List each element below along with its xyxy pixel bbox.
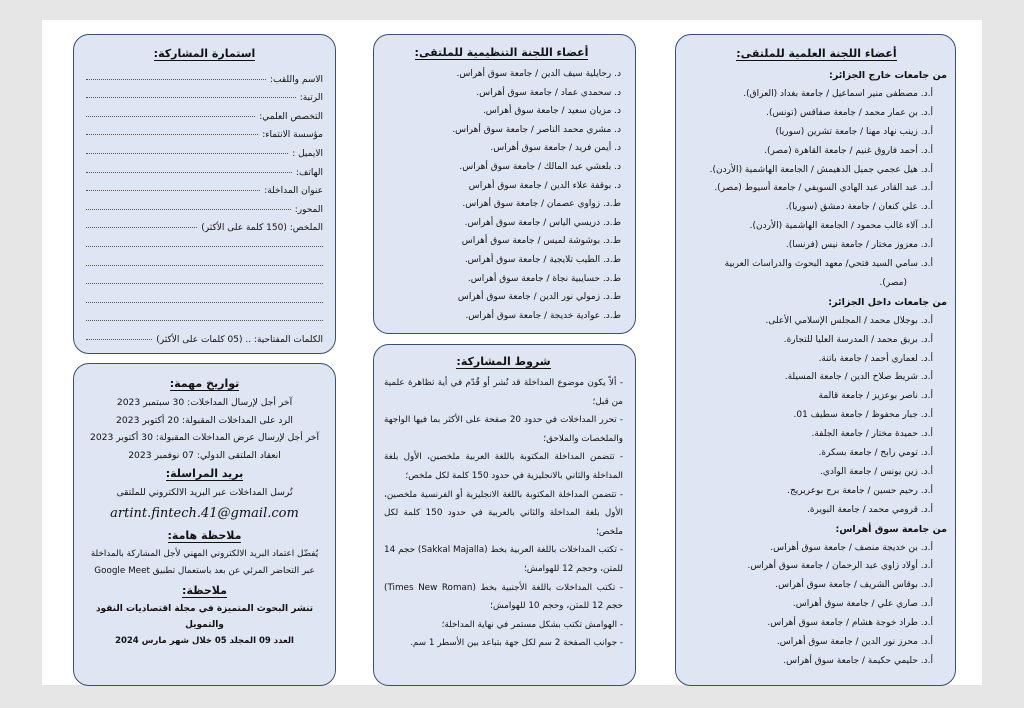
member-line: أ.د. سامي السيد فتحي/ معهد البحوث والدراسات العربية	[724, 259, 933, 270]
abroad-members	[686, 85, 947, 293]
member-line: ط.د. زواوي عصمان / جامعة سوق أهراس.	[462, 199, 621, 210]
form-label: الملخص: (150 كلمة على الأكثر)	[201, 223, 323, 234]
member-line: ط.د. زمولي نور الدين / جامعة سوق أهراس	[457, 292, 621, 303]
mail-text: تُرسل المداخلات عبر البريد الالكتروني للملتقى	[116, 487, 293, 498]
fill-line	[86, 339, 152, 340]
date-item: آخر أجل لإرسال المداخلات: 30 سبتمبر 2023	[116, 397, 293, 408]
fill-line	[86, 190, 260, 191]
participation-form-panel	[73, 34, 336, 354]
member-line: أ.د. أولاد زاوي عبد الرحمان / جامعة سوق أهراس.	[747, 561, 933, 572]
condition-item: - ألاّ يكون موضوع المداخلة قد نُشر أو قُدّم في أية تظاهرة علمية من قبل؛	[384, 378, 623, 407]
fill-line	[86, 172, 292, 173]
member-line: أ.د. هيل عجمي جميل الدهيمش / الجامعة الهاشمية (الأردن).	[709, 164, 933, 175]
member-line: أ.د. مصطفى منير اسماعيل / جامعة بغداد (العراق).	[743, 89, 933, 99]
scientific-committee-title: أعضاء اللجنة العلمية للملتقى:	[736, 47, 897, 60]
member-line: أ.د. بوقاس الشريف / جامعة سوق أهراس.	[775, 580, 933, 591]
member-line: أ.د. آلاء غالب محمود / الجامعة الهاشمية (الأردن).	[749, 221, 933, 232]
member-line: أ.د. بريق محمد / المدرسة العليا للتجارة.	[783, 334, 933, 345]
member-line: أ.د. قرومي محمد / جامعة البويرة.	[806, 504, 933, 515]
organizing-committee-panel	[373, 34, 636, 334]
member-line: أ.د. ناصر بوعزيز / جامعة قالمة	[818, 391, 933, 402]
member-line: أ.د. زينب نهاد مهنا / جامعة تشرين (سوريا)	[775, 126, 933, 137]
form-row-keywords[interactable]	[86, 326, 323, 345]
member-line: د. أيمن فريد / جامعة سوق أهراس.	[490, 143, 621, 154]
contact-email[interactable]: artint.fintech.41@gmail.com	[110, 505, 299, 521]
member-line: أ.د. معزوز مختار / جامعة نيس (فرنسا).	[785, 240, 933, 251]
form-label: الايميل :	[292, 148, 323, 159]
member-line: أ.د. طراد خوجة هشام / جامعة سوق أهراس.	[767, 618, 933, 629]
member-line: ط.د. حسايبية نجاة / جامعة سوق أهراس.	[467, 273, 621, 284]
inside-heading: من جامعات داخل الجزائر:	[828, 296, 947, 308]
member-line: أ.د. شريط صلاح الدين / جامعة المسيلة.	[784, 372, 933, 383]
form-title: استمارة المشاركة:	[153, 47, 256, 60]
form-row-rank[interactable]	[86, 85, 323, 104]
fill-line	[86, 283, 323, 284]
member-line: أ.د. بن خديجة منصف / جامعة سوق أهراس.	[770, 542, 933, 553]
condition-item: - جوانب الصفحة 2 سم لكل جهة بتباعد بين الأسطر 1 سم.	[410, 638, 623, 649]
condition-item: - تتضمن المداخلة المكتوبة باللغة الانجليزية أو الفرنسية ملخصين، الأول بلغة المداخلة والثاني بالعربية في حدود 150 كلمة لكل ملخص؛	[384, 489, 623, 537]
form-label: الاسم واللقب:	[269, 74, 323, 85]
dates-title: تواريخ مهمة:	[169, 377, 240, 390]
form-row-abstract[interactable]	[86, 215, 323, 234]
member-line: د. مزيان سعيد / جامعة سوق أهراس.	[482, 106, 621, 117]
form-label: الكلمات المفتاحية: .. (05 كلمات على الأكثر)	[156, 334, 323, 345]
member-line-continuation: (مصر).	[879, 277, 907, 288]
member-line: أ.د. محرز نور الدين / جامعة سوق أهراس.	[776, 637, 933, 648]
fill-line	[86, 209, 291, 210]
fill-line	[86, 134, 258, 135]
member-line: أ.د. تومي رابح / جامعة بسكرة.	[818, 448, 933, 459]
member-line: أ.د. لعماري أحمد / جامعة باتنة.	[818, 353, 933, 364]
note-line: عبر التحاضر المرئي عن بعد باستعمال تطبيق Google Meet	[94, 566, 315, 576]
note-title: ملاحظة:	[182, 583, 227, 597]
condition-item: - الهوامش تكتب بشكل مستمر في نهاية المداخلة؛	[441, 619, 623, 630]
important-note-title: ملاحظة هامة:	[167, 528, 242, 542]
member-line: ط.د. بوشوشة لميس / جامعة سوق أهراس	[461, 236, 621, 247]
mail-title: بريد المراسلة:	[165, 467, 244, 480]
form-label: المحور:	[294, 204, 323, 215]
souk-heading: من جامعة سوق أهراس:	[835, 523, 947, 535]
date-item: الرد على المداخلات المقبولة: 20 أكتوبر 2023	[116, 414, 293, 426]
member-line: ط.د. دريسي الياس / جامعة سوق أهراس.	[464, 217, 621, 228]
abroad-heading: من جامعات خارج الجزائر:	[829, 70, 947, 81]
member-line: أ.د. علي كنعان / جامعة دمشق (سوريا).	[785, 202, 933, 213]
fill-line	[86, 97, 296, 98]
abstract-fill-line[interactable]	[86, 271, 323, 290]
member-line: أ.د. بن عمار محمد / جامعة صفاقس (تونس).	[766, 107, 933, 118]
member-line: أ.د. عبد القادر عبد الهادي السويفي / جامعة أسيوط (مصر).	[714, 183, 933, 194]
member-line: د. رحايلية سيف الدين / جامعة سوق أهراس.	[456, 69, 621, 79]
member-line: د. بلعشي عبد المالك / جامعة سوق أهراس.	[459, 161, 621, 172]
form-row-email[interactable]	[86, 140, 323, 159]
member-line: أ.د. حميدة مختار / جامعة الجلفة.	[811, 429, 933, 440]
form-label: الهاتف:	[296, 167, 323, 178]
date-item: انعقاد الملتقى الدولي: 07 نوفمبر 2023	[128, 449, 281, 461]
member-line: أ.د. رحيم حسين / جامعة برج بوعريريج.	[787, 485, 933, 496]
member-line: أ.د. أحمد فاروق غنيم / جامعة القاهرة (مصر).	[764, 145, 933, 156]
fill-line	[86, 265, 323, 266]
scientific-committee-panel	[675, 34, 956, 686]
member-line: ط.د. عوادية خديجة / جامعة سوق أهراس.	[465, 310, 621, 321]
form-label: مؤسسة الانتماء:	[262, 130, 323, 141]
abstract-fill-line[interactable]	[86, 289, 323, 308]
dates-info-panel	[73, 363, 336, 686]
member-line: أ.د. بوجلال محمد / المجلس الإسلامي الأعلى.	[765, 315, 933, 326]
member-line: د. مشري محمد الناصر / جامعة سوق أهراس.	[452, 124, 621, 135]
participation-conditions-panel	[373, 344, 636, 686]
abstract-fill-line[interactable]	[86, 308, 323, 327]
fill-line	[86, 79, 266, 80]
form-row-phone[interactable]	[86, 159, 323, 178]
member-line: ط.د. الطيب تلايجية / جامعة سوق أهراس.	[464, 254, 621, 265]
form-label: عنوان المداخلة:	[264, 186, 323, 197]
member-line: د. سحمدي عماد / جامعة سوق أهراس.	[476, 87, 621, 98]
fill-line	[86, 116, 255, 117]
form-label: التخصص العلمي:	[259, 111, 323, 122]
form-row-institution[interactable]	[86, 122, 323, 141]
form-label: الرتبة:	[299, 93, 323, 104]
date-item: آخر أجل لإرسال عرض المداخلات المقبولة: 30 أكتوبر 2023	[89, 432, 320, 443]
fill-line	[86, 153, 288, 154]
condition-item: - تحرر المداخلات في حدود 20 صفحة على الأكثر بما فيها الواجهة والملخصات والملاحق؛	[384, 415, 624, 444]
form-row-name[interactable]	[86, 66, 323, 85]
fill-line	[86, 246, 323, 247]
publication-issue: العدد 09 المجلد 05 خلال شهر مارس 2024	[115, 635, 294, 646]
fill-line	[86, 320, 323, 321]
member-line: د. بوقفة علاء الدين / جامعة سوق أهراس	[468, 180, 621, 191]
organizing-committee-title: أعضاء اللجنة التنظيمية للملتقى:	[414, 46, 589, 59]
condition-item: - تتضمن المداخلة المكتوبة باللغة العربية ملخصين، الأول بلغة المداخلة والثاني بالانجليزية في حدود 150 كلمة لكل ملخص؛	[384, 452, 623, 481]
publication-note: تنشر البحوث المتميزة في مجلة اقتصاديات النقود والتمويل	[95, 603, 314, 630]
form-row-specialty[interactable]	[86, 103, 323, 122]
member-line: أ.د. زين يونس / جامعة الوادي.	[819, 466, 933, 477]
condition-item: - تكتب المداخلات باللغة الأجنبية بخط (Times New Roman) حجم 12 للمتن، وحجم 10 للهوامش؛	[384, 582, 623, 612]
fill-line	[86, 302, 323, 303]
fill-line	[86, 227, 197, 228]
abstract-fill-line[interactable]	[86, 233, 323, 252]
condition-item: - تكتب المداخلات باللغة العربية بخط (Sakkal Majalla) حجم 14 للمتن، وحجم 12 للهوامش؛	[384, 545, 623, 574]
member-line: أ.د. حليمي حكيمة / جامعة سوق أهراس.	[783, 655, 933, 666]
abstract-fill-line[interactable]	[86, 252, 323, 271]
form-row-axis[interactable]	[86, 196, 323, 215]
brochure-sheet	[42, 20, 982, 685]
member-line: أ.د. جبار محفوظ / جامعة سطيف 01.	[793, 410, 933, 421]
souk-members	[686, 539, 947, 671]
member-line: أ.د. صاري علي / جامعة سوق أهراس.	[792, 599, 933, 610]
note-line: يُفضّل اعتماد البريد الالكتروني المهني لأجل المشاركة بالمداخلة	[90, 548, 319, 559]
inside-members	[686, 312, 947, 520]
form-row-title[interactable]	[86, 178, 323, 197]
conditions-title: شروط المشاركة:	[456, 355, 551, 368]
